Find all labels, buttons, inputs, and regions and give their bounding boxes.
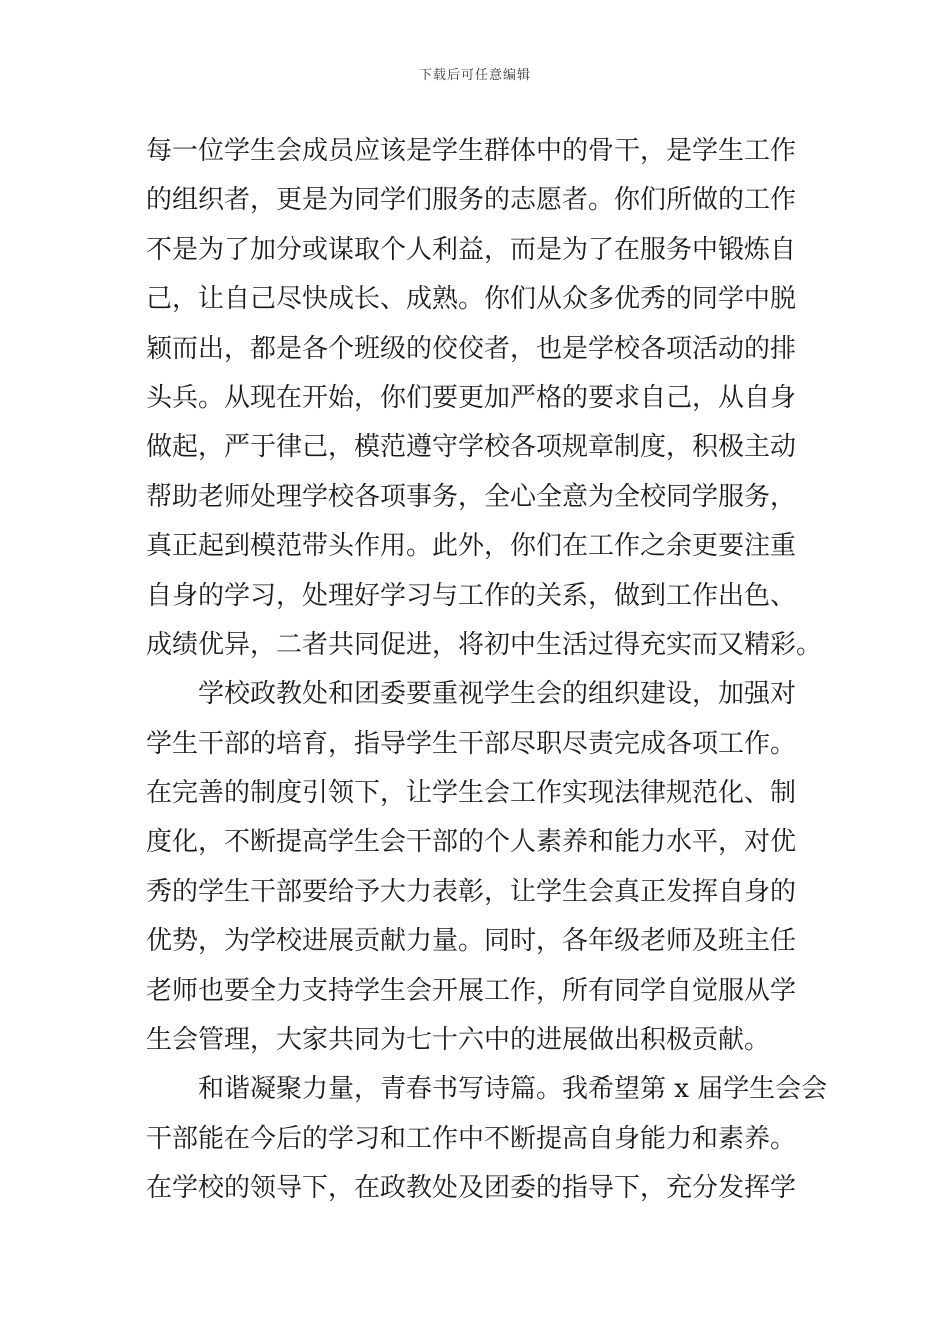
text-line: 在学校的领导下，在政教处及团委的指导下，充分发挥学 [146, 1173, 797, 1204]
paragraph-first-line: 和谐凝聚力量，青春书写诗篇。我希望第 x 届学生会会 [198, 1074, 828, 1105]
text-line: 的组织者，更是为同学们服务的志愿者。你们所做的工作 [146, 185, 797, 216]
text-line: 头兵。从现在开始，你们要更加严格的要求自己，从自身 [146, 382, 797, 413]
text-line: 在完善的制度引领下，让学生会工作实现法律规范化、制 [146, 778, 797, 809]
page-header: 下载后可任意编辑 [418, 68, 531, 83]
text-line: 生会管理，大家共同为七十六中的进展做出积极贡献。 [146, 1025, 771, 1056]
text-line: 颖而出，都是各个班级的佼佼者，也是学校各项活动的排 [146, 333, 797, 364]
text-line: 每一位学生会成员应该是学生群体中的骨干，是学生工作 [146, 136, 797, 166]
text-line: 优势，为学校进展贡献力量。同时，各年级老师及班主任 [146, 926, 797, 957]
text-line: 不是为了加分或谋取个人利益，而是为了在服务中锻炼自 [146, 234, 797, 265]
text-line: 干部能在今后的学习和工作中不断提高自身能力和素养。 [146, 1123, 797, 1154]
text-line: 秀的学生干部要给予大力表彰，让学生会真正发挥自身的 [146, 876, 797, 907]
text-line: 做起，严于律己，模范遵守学校各项规章制度，积极主动 [146, 432, 797, 463]
text-line: 度化，不断提高学生会干部的个人素养和能力水平，对优 [146, 827, 797, 858]
text-line: 自身的学习，处理好学习与工作的关系，做到工作出色、 [146, 580, 797, 611]
text-line: 学生干部的培育，指导学生干部尽职尽责完成各项工作。 [146, 728, 797, 759]
text-line: 帮助老师处理学校各项事务，全心全意为全校同学服务， [146, 481, 797, 512]
text-line: 成绩优异，二者共同促进，将初中生活过得充实而又精彩。 [146, 629, 823, 660]
document-body [146, 127, 828, 1214]
paragraph-first-line: 学校政教处和团委要重视学生会的组织建设，加强对 [198, 679, 797, 710]
text-line: 真正起到模范带头作用。此外，你们在工作之余更要注重 [146, 531, 797, 562]
text-line: 老师也要全力支持学生会开展工作，所有同学自觉服从学 [146, 975, 797, 1006]
text-line: 己，让自己尽快成长、成熟。你们从众多优秀的同学中脱 [146, 284, 797, 315]
